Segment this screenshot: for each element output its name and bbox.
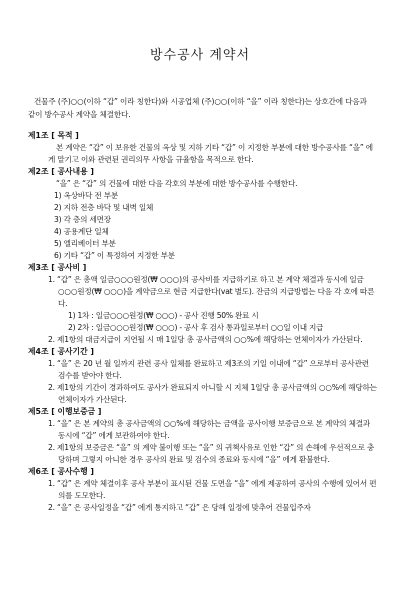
clause-item: 1. “을” 은 20 년 월 일까지 관련 공사 일체를 완료하고 제3조의 기일 이내에 “갑” 으로부터 공사관련 검수를 받아야 한다. — [48, 359, 369, 380]
article-heading: 제1조 [ 목적 ] — [28, 131, 79, 140]
article-heading: 제4조 [ 공사기간 ] — [28, 347, 94, 356]
article-2 — [28, 166, 378, 262]
sub-clause: 1) 1차 : 일금○○○원정(₩ ○○○) - 공사 진행 50% 완료 시 — [68, 311, 259, 320]
intro-paragraph: 건물주 (주)○○(이하 “갑” 이라 칭한다)와 시공업체 (주)○○(이하 “을” 이라 칭한다)는 상호간에 다음과 같이 방수공사 계약을 체결한다. — [28, 97, 367, 119]
sub-clause: 2) 2차 : 일금○○○원정(₩ ○○○) - 공사 후 검사 통과일로부터 ○○일 이내 지급 — [68, 323, 324, 332]
clause-item: 2. “을” 은 공사일정을 “갑” 에게 통지하고 “갑” 은 당해 일정에 맞추어 건물입주자 — [48, 503, 311, 512]
article-5 — [28, 406, 378, 466]
article-text: 본 계약은 “갑” 이 보유한 건물의 옥상 및 지하 기타 “갑” 이 지정한 부분에 대한 방수공사를 “을” 에게 맡기고 이와 관련된 권리의무 사항을 규율함을 목적으로 한다. — [48, 143, 373, 164]
list-item: 2) 지하 전층 바닥 및 내벽 일체 — [54, 203, 154, 212]
article-1 — [28, 130, 378, 166]
article-heading: 제3조 [ 공사비 ] — [28, 263, 87, 272]
list-item: 5) 엘리베이터 부분 — [54, 239, 116, 248]
list-item: 3) 각 층의 세면장 — [54, 215, 111, 224]
article-6 — [28, 466, 378, 514]
clause-item: 2. 제1항의 대금지급이 지연될 시 매 1일당 총 공사금액의 ○○%에 해당하는 연체이자가 가산된다. — [48, 335, 363, 344]
article-4 — [28, 346, 378, 406]
clause-item: 1. “갑” 은 계약 체결이후 공사 부분이 표시된 건물 도면을 “을” 에게 제공하여 공사의 수행에 있어서 편의를 도모한다. — [48, 479, 377, 500]
document-title: 방수공사 계약서 — [149, 48, 251, 63]
list-item: 4) 공용계단 일체 — [54, 227, 109, 236]
list-item: 1) 옥상바닥 전 부분 — [54, 191, 118, 200]
clause-item: 1. “갑” 은 총액 일금○○○원정(₩ ○○○)의 공사비를 지급하기로 하고 본 계약 체결과 동시에 일금○○○원정(₩ ○○○)을 계약금으로 현금 지급한다(vat 별도). 잔금의 지급방법는 다음 각 호에 따른다. — [48, 275, 375, 308]
article-heading: 제5조 [ 이행보증금 ] — [28, 407, 102, 416]
clause-item: 1. “을” 은 본 계약의 총 공사금액의 ○○%에 해당하는 금액을 공사이행 보증금으로 본 계약의 체결과 동시에 “갑” 에게 보관하여야 한다. — [48, 419, 371, 440]
article-heading: 제2조 [ 공사내용 ] — [28, 167, 94, 176]
article-3 — [28, 262, 378, 346]
article-heading: 제6조 [ 공사수행 ] — [28, 467, 94, 476]
list-item: 6) 기타 “갑” 이 특정하여 지정한 부분 — [54, 251, 175, 260]
article-lead: “을” 은 “갑” 의 건물에 대한 다음 각호의 부분에 대한 방수공사를 수행한다. — [56, 179, 298, 188]
clause-item: 2. 제1항의 기간이 경과하여도 공사가 완료되지 아니할 시 지체 1일당 총 공사금액의 ○○%에 해당하는 연체이자가 가산된다. — [48, 383, 377, 404]
contract-body — [28, 130, 378, 514]
clause-item: 2. 제1항의 보증금은 “을” 의 계약 불이행 또는 “을” 의 귀책사유로 인한 “갑” 의 손해에 우선적으로 충당하며 그렇지 아니한 경우 공사의 완료 및 검수의 종료와 동시에 “을” 에게 환불한다. — [48, 443, 375, 464]
